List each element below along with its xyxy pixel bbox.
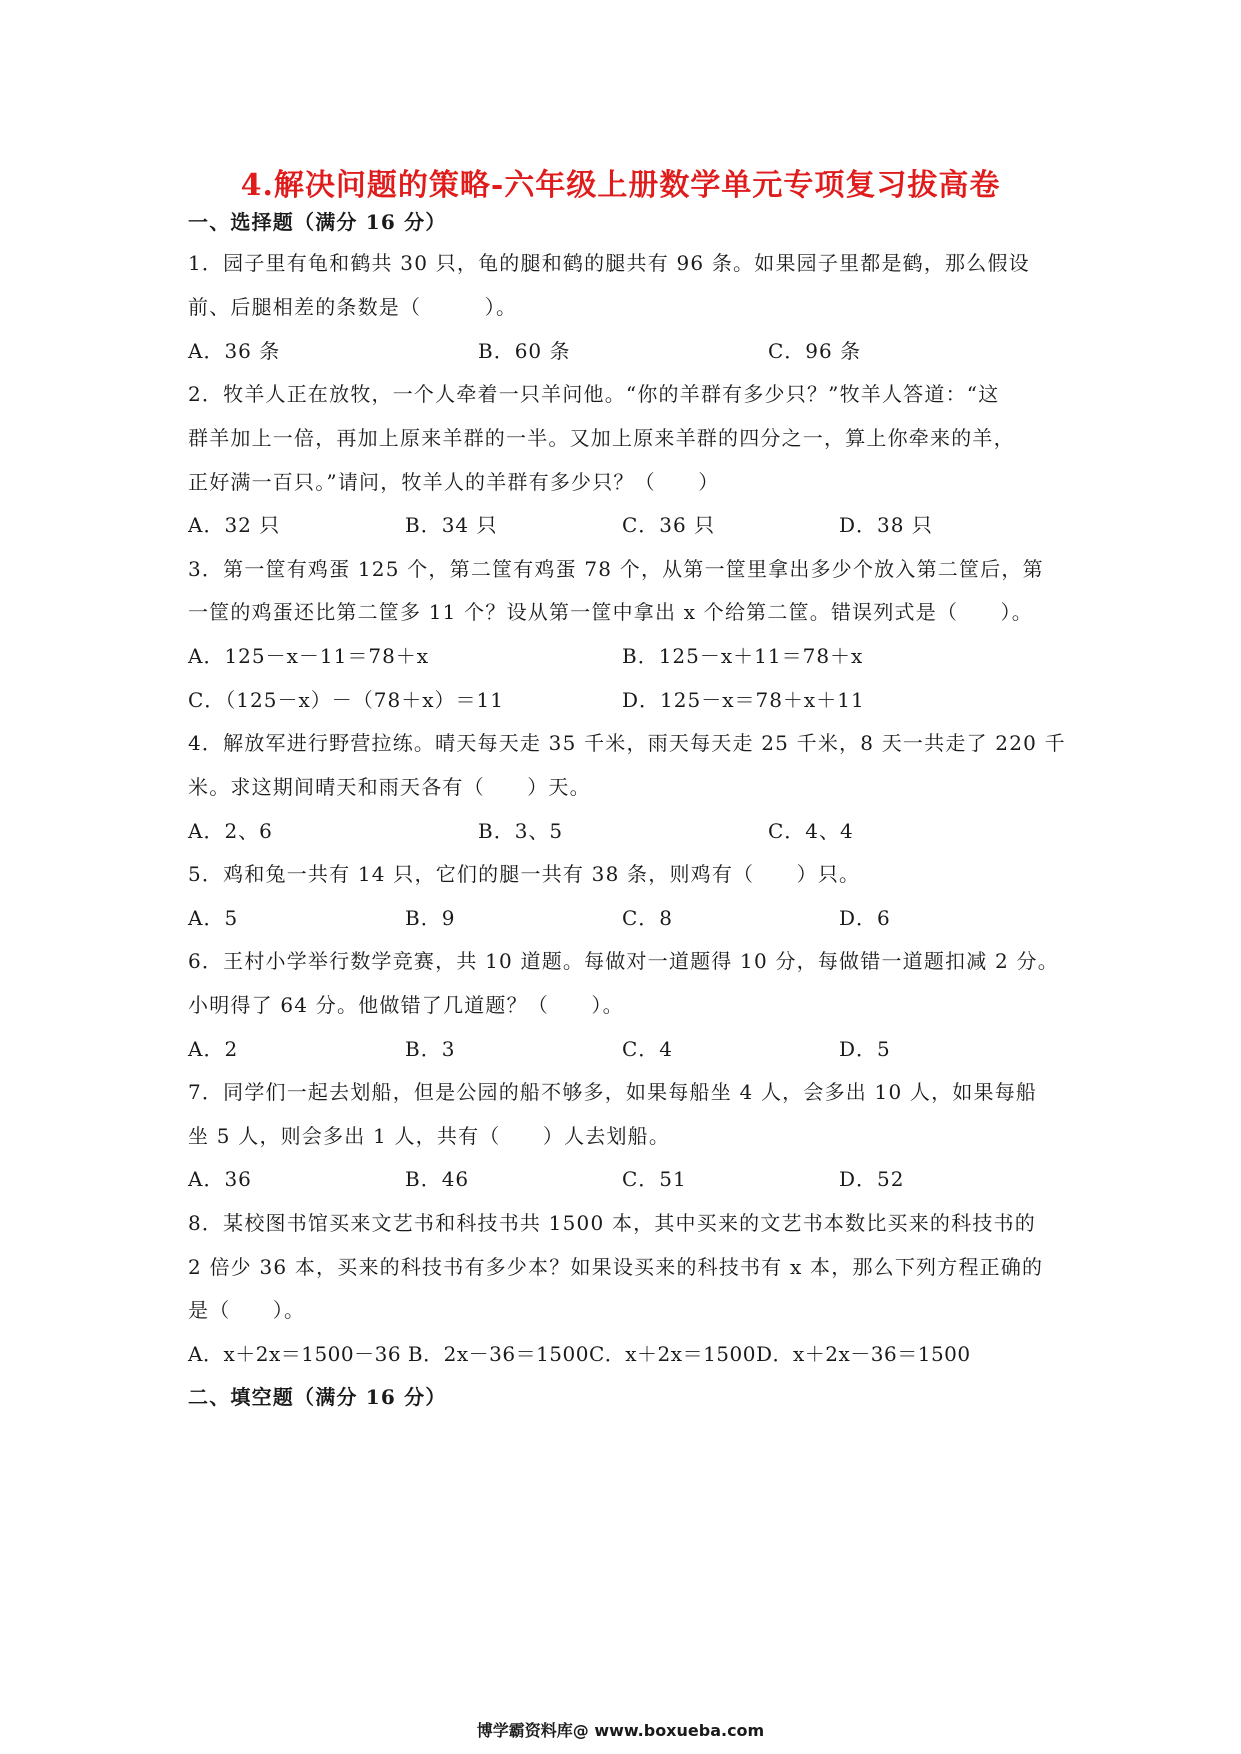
question-3-option-c: C．（125－x）－（78＋x）＝11 (188, 688, 504, 712)
question-6-option-c: C．4 (622, 1037, 674, 1061)
question-4-line-2: 米。求这期间晴天和雨天各有（ ）天。 (188, 775, 591, 799)
question-6-line-2: 小明得了 64 分。他做错了几道题？（ ）。 (188, 993, 624, 1017)
question-7-option-c: C．51 (622, 1167, 687, 1191)
question-1-option-b: B．60 条 (478, 339, 571, 363)
question-2-option-a: A．32 只 (188, 513, 281, 537)
section-heading-fill: 二、填空题（满分 16 分） (188, 1385, 447, 1409)
question-5-line-1: 5．鸡和兔一共有 14 只，它们的腿一共有 38 条，则鸡有（ ）只。 (188, 862, 861, 886)
question-6-option-a: A．2 (188, 1037, 239, 1061)
question-3-option-b: B．125－x＋11＝78＋x (622, 644, 864, 668)
question-5-option-c: C．8 (622, 906, 674, 930)
question-4-line-1: 4．解放军进行野营拉练。晴天每天走 35 千米，雨天每天走 25 千米，8 天一共走了 220 千 (188, 731, 1066, 755)
question-7-line-1: 7．同学们一起去划船，但是公园的船不够多，如果每船坐 4 人，会多出 10 人，如果每船 (188, 1080, 1038, 1104)
question-7-line-2: 坐 5 人，则会多出 1 人，共有（ ）人去划船。 (188, 1124, 671, 1148)
question-7-option-a: A．36 (188, 1167, 252, 1191)
question-2-line-1: 2．牧羊人正在放牧，一个人牵着一只羊问他。“你的羊群有多少只？”牧羊人答道：“这 (188, 382, 1000, 406)
question-2-option-d: D．38 只 (839, 513, 933, 537)
question-2-line-3: 正好满一百只。”请问，牧羊人的羊群有多少只？（ ） (188, 470, 720, 494)
question-3-option-d: D．125－x＝78＋x＋11 (622, 688, 865, 712)
question-1-option-a: A．36 条 (188, 339, 281, 363)
question-5-option-b: B．9 (405, 906, 456, 930)
question-3-line-2: 一筐的鸡蛋还比第二筐多 11 个？设从第一筐中拿出 x 个给第二筐。错误列式是（ ）。 (188, 600, 1033, 624)
question-4-option-b: B．3、5 (478, 819, 564, 843)
question-6-option-b: B．3 (405, 1037, 456, 1061)
question-7-option-b: B．46 (405, 1167, 470, 1191)
section-heading-choice: 一、选择题（满分 16 分） (188, 210, 447, 234)
question-1-line-1: 1．园子里有龟和鹤共 30 只，龟的腿和鹤的腿共有 96 条。如果园子里都是鹤，那么假设 (188, 251, 1030, 275)
question-5-option-d: D．6 (839, 906, 891, 930)
question-3-line-1: 3．第一筐有鸡蛋 125 个，第二筐有鸡蛋 78 个，从第一筐里拿出多少个放入第二筐后，第 (188, 557, 1044, 581)
question-2-line-2: 群羊加上一倍，再加上原来羊群的一半。又加上原来羊群的四分之一，算上你牵来的羊， (188, 426, 1015, 450)
question-2-option-b: B．34 只 (405, 513, 498, 537)
question-1-option-c: C．96 条 (768, 339, 862, 363)
document-title: 4.解决问题的策略-六年级上册数学单元专项复习拔高卷 (240, 168, 1001, 203)
question-8-options: A．x＋2x＝1500－36 B．2x－36＝1500C．x＋2x＝1500D．x＋2x－36＝1500 (188, 1342, 971, 1366)
question-6-option-d: D．5 (839, 1037, 891, 1061)
page-footer: 博学霸资料库@ www.boxueba.com (476, 1721, 765, 1740)
question-7-option-d: D．52 (839, 1167, 905, 1191)
question-6-line-1: 6．王村小学举行数学竞赛，共 10 道题。每做对一道题得 10 分，每做错一道题扣减 2 分。 (188, 949, 1059, 973)
question-4-option-a: A．2、6 (188, 819, 273, 843)
question-5-option-a: A．5 (188, 906, 239, 930)
question-4-option-c: C．4、4 (768, 819, 854, 843)
question-8-line-2: 2 倍少 36 本，买来的科技书有多少本？如果设买来的科技书有 x 本，那么下列方程正确的 (188, 1255, 1044, 1279)
question-8-line-3: 是（ ）。 (188, 1298, 306, 1322)
question-8-line-1: 8．某校图书馆买来文艺书和科技书共 1500 本，其中买来的文艺书本数比买来的科技书的 (188, 1211, 1036, 1235)
question-3-option-a: A．125－x－11＝78＋x (188, 644, 430, 668)
question-1-line-2: 前、后腿相差的条数是（ ）。 (188, 295, 518, 319)
question-2-option-c: C．36 只 (622, 513, 716, 537)
